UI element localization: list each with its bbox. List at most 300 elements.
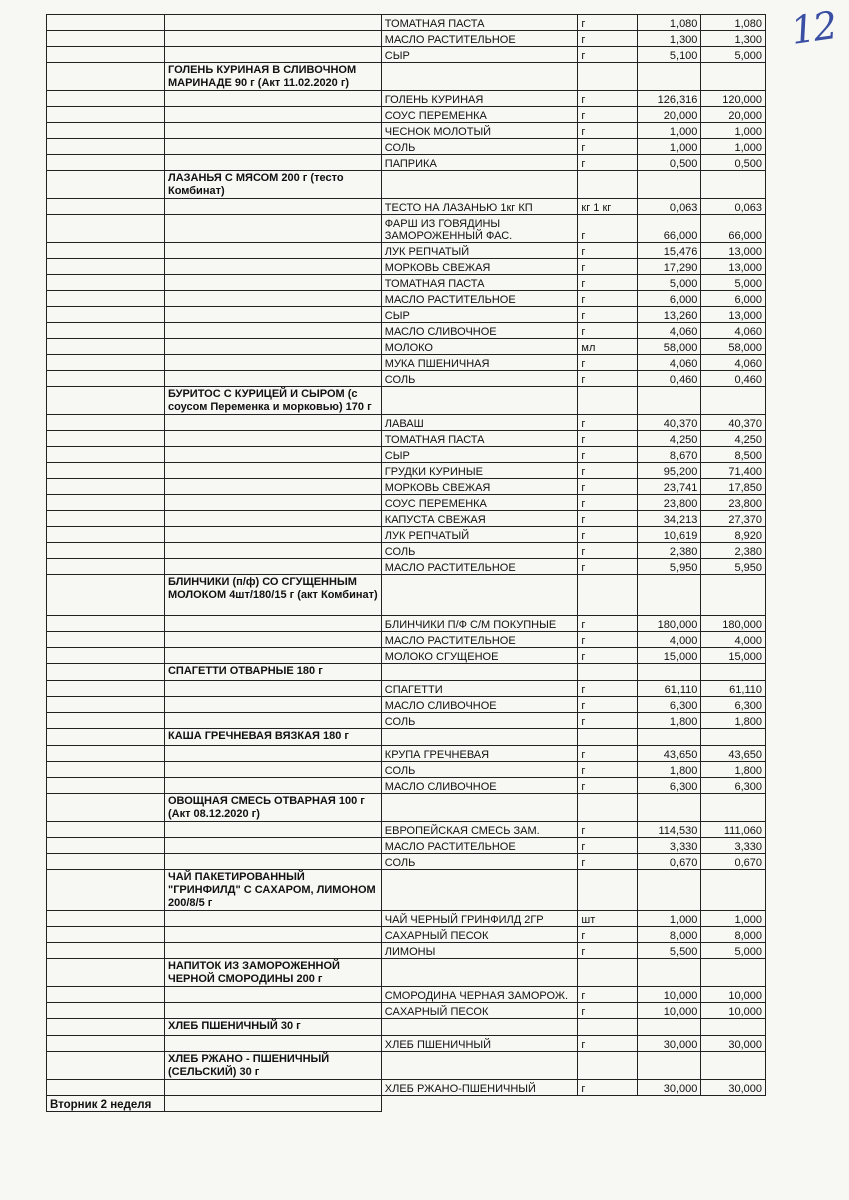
ingredient-netto: 1,000 [701, 911, 766, 927]
dish-row [47, 959, 766, 987]
day-cell [47, 447, 165, 463]
ingredient-netto: 13,000 [701, 307, 766, 323]
day-cell [47, 713, 165, 729]
ingredient-netto: 27,370 [701, 511, 766, 527]
ingredient-netto: 0,063 [701, 199, 766, 215]
dish-cell [164, 275, 381, 291]
ingredient-netto: 30,000 [701, 1080, 766, 1096]
day-cell [47, 431, 165, 447]
ingredient-row [47, 822, 766, 838]
unit-cell [578, 1019, 637, 1036]
ingredient-row [47, 543, 766, 559]
ingredient-brutto: 4,000 [637, 632, 701, 648]
ingredient-unit: г [578, 123, 637, 139]
ingredient-cell [381, 959, 578, 987]
day-cell [47, 527, 165, 543]
ingredient-row [47, 1036, 766, 1052]
dish-cell [164, 713, 381, 729]
ingredient-brutto: 58,000 [637, 339, 701, 355]
ingredient-unit: г [578, 943, 637, 959]
day-cell [47, 171, 165, 199]
ingredient-netto: 1,300 [701, 31, 766, 47]
dish-cell [164, 307, 381, 323]
day-cell [47, 943, 165, 959]
netto-cell [701, 959, 766, 987]
dish-row [47, 870, 766, 911]
ingredient-row [47, 527, 766, 543]
ingredient-name: СОЛЬ [381, 762, 578, 778]
ingredient-netto: 30,000 [701, 1036, 766, 1052]
ingredient-brutto: 1,080 [637, 15, 701, 31]
ingredient-unit: г [578, 1036, 637, 1052]
ingredient-row [47, 107, 766, 123]
ingredient-unit: г [578, 259, 637, 275]
ingredient-netto: 8,920 [701, 527, 766, 543]
ingredient-name: БЛИНЧИКИ П/Ф С/М ПОКУПНЫЕ [381, 616, 578, 632]
ingredient-unit: г [578, 307, 637, 323]
day-cell [47, 632, 165, 648]
dish-cell [164, 199, 381, 215]
day-cell [47, 854, 165, 870]
day-cell [47, 511, 165, 527]
ingredient-name: МАСЛО РАСТИТЕЛЬНОЕ [381, 559, 578, 575]
ingredient-unit: г [578, 447, 637, 463]
ingredient-name: СЫР [381, 447, 578, 463]
day-cell [47, 495, 165, 511]
ingredient-row [47, 259, 766, 275]
netto-cell [701, 575, 766, 616]
dish-title: КАША ГРЕЧНЕВАЯ ВЯЗКАЯ 180 г [164, 729, 381, 746]
ingredient-unit: г [578, 323, 637, 339]
dish-cell [164, 139, 381, 155]
dish-cell [164, 15, 381, 31]
ingredient-netto: 0,460 [701, 371, 766, 387]
dish-cell [164, 762, 381, 778]
day-cell [47, 387, 165, 415]
ingredient-netto: 4,250 [701, 431, 766, 447]
day-cell [47, 616, 165, 632]
day-cell [47, 15, 165, 31]
ingredient-unit: г [578, 527, 637, 543]
dish-cell [164, 431, 381, 447]
ingredient-cell [381, 1052, 578, 1080]
ingredient-cell [381, 63, 578, 91]
ingredient-netto: 13,000 [701, 259, 766, 275]
ingredient-unit: г [578, 987, 637, 1003]
ingredient-netto: 10,000 [701, 987, 766, 1003]
ingredient-netto: 1,080 [701, 15, 766, 31]
ingredient-netto: 13,000 [701, 243, 766, 259]
ingredient-netto: 71,400 [701, 463, 766, 479]
brutto-cell [637, 794, 701, 822]
ingredient-row [47, 697, 766, 713]
ingredient-brutto: 10,000 [637, 1003, 701, 1019]
ingredient-row [47, 139, 766, 155]
brutto-cell [637, 729, 701, 746]
dish-cell [164, 987, 381, 1003]
ingredient-name: СОЛЬ [381, 371, 578, 387]
day-cell [47, 648, 165, 664]
day-label: Вторник 2 неделя [47, 1096, 165, 1112]
ingredient-row [47, 616, 766, 632]
ingredient-unit: г [578, 762, 637, 778]
netto-cell [701, 729, 766, 746]
dish-cell [164, 355, 381, 371]
ingredient-brutto: 23,800 [637, 495, 701, 511]
ingredient-netto: 17,850 [701, 479, 766, 495]
ingredient-row [47, 943, 766, 959]
ingredient-name: ТЕСТО НА ЛАЗАНЬЮ 1кг КП [381, 199, 578, 215]
ingredient-brutto: 61,110 [637, 681, 701, 697]
unit-cell [578, 387, 637, 415]
ingredient-netto: 40,370 [701, 415, 766, 431]
ingredient-name: СПАГЕТТИ [381, 681, 578, 697]
ingredient-unit: г [578, 511, 637, 527]
ingredient-cell [381, 1019, 578, 1036]
day-cell [47, 681, 165, 697]
ingredient-brutto: 8,670 [637, 447, 701, 463]
ingredient-netto: 0,670 [701, 854, 766, 870]
dish-row [47, 1019, 766, 1036]
ingredient-brutto: 6,000 [637, 291, 701, 307]
ingredient-row [47, 371, 766, 387]
ingredient-unit: г [578, 291, 637, 307]
ingredient-row [47, 1080, 766, 1096]
ingredient-unit: г [578, 616, 637, 632]
day-cell [47, 63, 165, 91]
ingredient-netto: 111,060 [701, 822, 766, 838]
day-cell [47, 870, 165, 911]
ingredient-name: ЕВРОПЕЙСКАЯ СМЕСЬ ЗАМ. [381, 822, 578, 838]
dish-cell [164, 123, 381, 139]
ingredient-name: МАСЛО РАСТИТЕЛЬНОЕ [381, 31, 578, 47]
dish-cell [164, 697, 381, 713]
dish-cell [164, 559, 381, 575]
day-cell [47, 215, 165, 243]
dish-title: ЛАЗАНЬЯ С МЯСОМ 200 г (тесто Комбинат) [164, 171, 381, 199]
ingredient-name: КРУПА ГРЕЧНЕВАЯ [381, 746, 578, 762]
brutto-cell [637, 1052, 701, 1080]
ingredient-name: ХЛЕБ РЖАНО-ПШЕНИЧНЫЙ [381, 1080, 578, 1096]
ingredient-brutto: 95,200 [637, 463, 701, 479]
day-cell [47, 339, 165, 355]
ingredient-name: ЛИМОНЫ [381, 943, 578, 959]
dish-cell [164, 107, 381, 123]
day-cell [47, 822, 165, 838]
unit-cell [578, 664, 637, 681]
ingredient-unit: г [578, 697, 637, 713]
ingredient-name: МАСЛО РАСТИТЕЛЬНОЕ [381, 632, 578, 648]
day-cell [47, 479, 165, 495]
ingredient-brutto: 10,619 [637, 527, 701, 543]
ingredient-netto: 4,060 [701, 355, 766, 371]
netto-cell [701, 171, 766, 199]
ingredient-row [47, 415, 766, 431]
ingredient-brutto: 5,000 [637, 275, 701, 291]
ingredient-unit: г [578, 275, 637, 291]
ingredient-row [47, 681, 766, 697]
dish-cell [164, 323, 381, 339]
day-cell [47, 123, 165, 139]
ingredient-unit: г [578, 431, 637, 447]
dish-title: ЧАЙ ПАКЕТИРОВАННЫЙ "ГРИНФИЛД" С САХАРОМ, ЛИМОНОМ 200/8/5 г [164, 870, 381, 911]
day-cell [47, 762, 165, 778]
ingredient-row [47, 123, 766, 139]
ingredient-row [47, 778, 766, 794]
ingredient-unit: г [578, 47, 637, 63]
ingredient-name: ГРУДКИ КУРИНЫЕ [381, 463, 578, 479]
dish-cell [164, 511, 381, 527]
ingredient-brutto: 0,460 [637, 371, 701, 387]
ingredient-netto: 6,300 [701, 778, 766, 794]
dish-cell [164, 339, 381, 355]
menu-layout-table [46, 14, 766, 1112]
ingredient-name: МАСЛО СЛИВОЧНОЕ [381, 778, 578, 794]
dish-title: НАПИТОК ИЗ ЗАМОРОЖЕННОЙ ЧЕРНОЙ СМОРОДИНЫ 200 г [164, 959, 381, 987]
ingredient-brutto: 1,800 [637, 762, 701, 778]
ingredient-brutto: 30,000 [637, 1080, 701, 1096]
ingredient-unit: г [578, 778, 637, 794]
dish-title: БЛИНЧИКИ (п/ф) СО СГУЩЕННЫМ МОЛОКОМ 4шт/180/15 г (акт Комбинат) [164, 575, 381, 616]
ingredient-row [47, 648, 766, 664]
ingredient-cell [381, 870, 578, 911]
ingredient-unit: г [578, 632, 637, 648]
ingredient-name: МОРКОВЬ СВЕЖАЯ [381, 259, 578, 275]
ingredient-row [47, 323, 766, 339]
day-cell [47, 259, 165, 275]
dish-row [47, 387, 766, 415]
ingredient-unit: г [578, 822, 637, 838]
ingredient-unit: г [578, 648, 637, 664]
dish-cell [164, 927, 381, 943]
ingredient-row [47, 762, 766, 778]
unit-cell [578, 794, 637, 822]
ingredient-netto: 2,380 [701, 543, 766, 559]
dish-cell [164, 1003, 381, 1019]
ingredient-netto: 1,800 [701, 713, 766, 729]
ingredient-unit: г [578, 371, 637, 387]
ingredient-unit: мл [578, 339, 637, 355]
ingredient-brutto: 1,800 [637, 713, 701, 729]
dish-cell [164, 91, 381, 107]
ingredient-name: ЛАВАШ [381, 415, 578, 431]
ingredient-netto: 3,330 [701, 838, 766, 854]
ingredient-name: МАСЛО РАСТИТЕЛЬНОЕ [381, 291, 578, 307]
ingredient-netto: 6,000 [701, 291, 766, 307]
ingredient-name: МОЛОКО СГУЩЕНОЕ [381, 648, 578, 664]
ingredient-row [47, 713, 766, 729]
day-cell [47, 31, 165, 47]
dish-row [47, 729, 766, 746]
ingredient-name: СЫР [381, 47, 578, 63]
netto-cell [701, 870, 766, 911]
dish-cell [164, 415, 381, 431]
ingredient-netto: 5,000 [701, 943, 766, 959]
ingredient-brutto: 1,300 [637, 31, 701, 47]
dish-cell [164, 527, 381, 543]
ingredient-brutto: 10,000 [637, 987, 701, 1003]
ingredient-unit: г [578, 681, 637, 697]
brutto-cell [637, 575, 701, 616]
ingredient-brutto: 8,000 [637, 927, 701, 943]
ingredient-row [47, 911, 766, 927]
ingredient-name: СОЛЬ [381, 854, 578, 870]
ingredient-row [47, 91, 766, 107]
ingredient-row [47, 291, 766, 307]
ingredient-name: МАСЛО СЛИВОЧНОЕ [381, 697, 578, 713]
dish-cell [164, 778, 381, 794]
ingredient-unit: г [578, 155, 637, 171]
dish-cell [164, 215, 381, 243]
ingredient-brutto: 4,250 [637, 431, 701, 447]
ingredient-name: СОЛЬ [381, 139, 578, 155]
unit-cell [578, 870, 637, 911]
day-cell [47, 575, 165, 616]
ingredient-cell [381, 664, 578, 681]
day-cell [47, 729, 165, 746]
ingredient-brutto: 0,500 [637, 155, 701, 171]
dish-cell [164, 31, 381, 47]
day-cell [47, 307, 165, 323]
ingredient-netto: 4,060 [701, 323, 766, 339]
ingredient-row [47, 155, 766, 171]
dish-cell [164, 1080, 381, 1096]
ingredient-row [47, 355, 766, 371]
ingredient-unit: г [578, 355, 637, 371]
day-cell [47, 415, 165, 431]
day-cell [47, 746, 165, 762]
ingredient-name: СОУС ПЕРЕМЕНКА [381, 495, 578, 511]
ingredient-unit: г [578, 243, 637, 259]
ingredient-brutto: 20,000 [637, 107, 701, 123]
ingredient-brutto: 4,060 [637, 323, 701, 339]
dish-cell [164, 1096, 381, 1112]
ingredient-name: СОУС ПЕРЕМЕНКА [381, 107, 578, 123]
day-cell [47, 355, 165, 371]
ingredient-row [47, 47, 766, 63]
dish-cell [164, 822, 381, 838]
ingredient-unit: г [578, 1080, 637, 1096]
ingredient-netto: 6,300 [701, 697, 766, 713]
ingredient-brutto: 30,000 [637, 1036, 701, 1052]
ingredient-name: САХАРНЫЙ ПЕСОК [381, 927, 578, 943]
ingredient-row [47, 1003, 766, 1019]
ingredient-name: МОЛОКО [381, 339, 578, 355]
brutto-cell [637, 959, 701, 987]
ingredient-unit: г [578, 31, 637, 47]
ingredient-brutto: 13,260 [637, 307, 701, 323]
unit-cell [578, 171, 637, 199]
day-cell [47, 838, 165, 854]
netto-cell [701, 664, 766, 681]
day-cell [47, 91, 165, 107]
netto-cell [701, 794, 766, 822]
ingredient-brutto: 17,290 [637, 259, 701, 275]
ingredient-netto: 66,000 [701, 215, 766, 243]
day-cell [47, 323, 165, 339]
day-cell [47, 243, 165, 259]
ingredient-row [47, 15, 766, 31]
ingredient-unit: г [578, 543, 637, 559]
ingredient-name: СЫР [381, 307, 578, 323]
ingredient-name: ТОМАТНАЯ ПАСТА [381, 275, 578, 291]
dish-cell [164, 854, 381, 870]
dish-cell [164, 155, 381, 171]
ingredient-name: ПАПРИКА [381, 155, 578, 171]
dish-row [47, 664, 766, 681]
dish-cell [164, 1036, 381, 1052]
ingredient-brutto: 5,950 [637, 559, 701, 575]
ingredient-row [47, 746, 766, 762]
ingredient-cell [381, 387, 578, 415]
ingredient-netto: 0,500 [701, 155, 766, 171]
ingredient-unit: г [578, 838, 637, 854]
ingredient-name: ЧЕСНОК МОЛОТЫЙ [381, 123, 578, 139]
ingredient-netto: 23,800 [701, 495, 766, 511]
ingredient-netto: 4,000 [701, 632, 766, 648]
day-cell [47, 543, 165, 559]
ingredient-brutto: 6,300 [637, 778, 701, 794]
ingredient-name: ТОМАТНАЯ ПАСТА [381, 431, 578, 447]
ingredient-unit: г [578, 927, 637, 943]
dish-cell [164, 632, 381, 648]
dish-row [47, 63, 766, 91]
dish-cell [164, 746, 381, 762]
ingredient-netto: 5,950 [701, 559, 766, 575]
day-footer-row [47, 1096, 766, 1112]
ingredient-row [47, 987, 766, 1003]
ingredient-row [47, 463, 766, 479]
unit-cell [578, 1052, 637, 1080]
ingredient-netto: 10,000 [701, 1003, 766, 1019]
dish-cell [164, 648, 381, 664]
ingredient-netto: 1,000 [701, 123, 766, 139]
unit-cell [578, 575, 637, 616]
ingredient-unit: г [578, 559, 637, 575]
handwritten-page-number: 12 [787, 3, 838, 53]
ingredient-name: СОЛЬ [381, 543, 578, 559]
menu-table-body [47, 15, 766, 1112]
netto-cell [701, 1019, 766, 1036]
day-cell [47, 1003, 165, 1019]
ingredient-name: МАСЛО СЛИВОЧНОЕ [381, 323, 578, 339]
day-cell [47, 697, 165, 713]
ingredient-name: ФАРШ ИЗ ГОВЯДИНЫ ЗАМОРОЖЕННЫЙ ФАС. [381, 215, 578, 243]
ingredient-brutto: 5,100 [637, 47, 701, 63]
ingredient-brutto: 126,316 [637, 91, 701, 107]
ingredient-name: ХЛЕБ ПШЕНИЧНЫЙ [381, 1036, 578, 1052]
dish-cell [164, 681, 381, 697]
ingredient-name: ТОМАТНАЯ ПАСТА [381, 15, 578, 31]
dish-row [47, 1052, 766, 1080]
unit-cell [578, 729, 637, 746]
ingredient-cell [381, 575, 578, 616]
ingredient-brutto: 43,650 [637, 746, 701, 762]
ingredient-unit: кг 1 кг [578, 199, 637, 215]
ingredient-row [47, 838, 766, 854]
ingredient-netto: 20,000 [701, 107, 766, 123]
ingredient-name: КАПУСТА СВЕЖАЯ [381, 511, 578, 527]
day-cell [47, 559, 165, 575]
ingredient-unit: г [578, 713, 637, 729]
ingredient-name: МОРКОВЬ СВЕЖАЯ [381, 479, 578, 495]
brutto-cell [637, 1019, 701, 1036]
ingredient-netto: 43,650 [701, 746, 766, 762]
dish-cell [164, 463, 381, 479]
ingredient-brutto: 15,000 [637, 648, 701, 664]
dish-cell [164, 259, 381, 275]
ingredient-row [47, 339, 766, 355]
